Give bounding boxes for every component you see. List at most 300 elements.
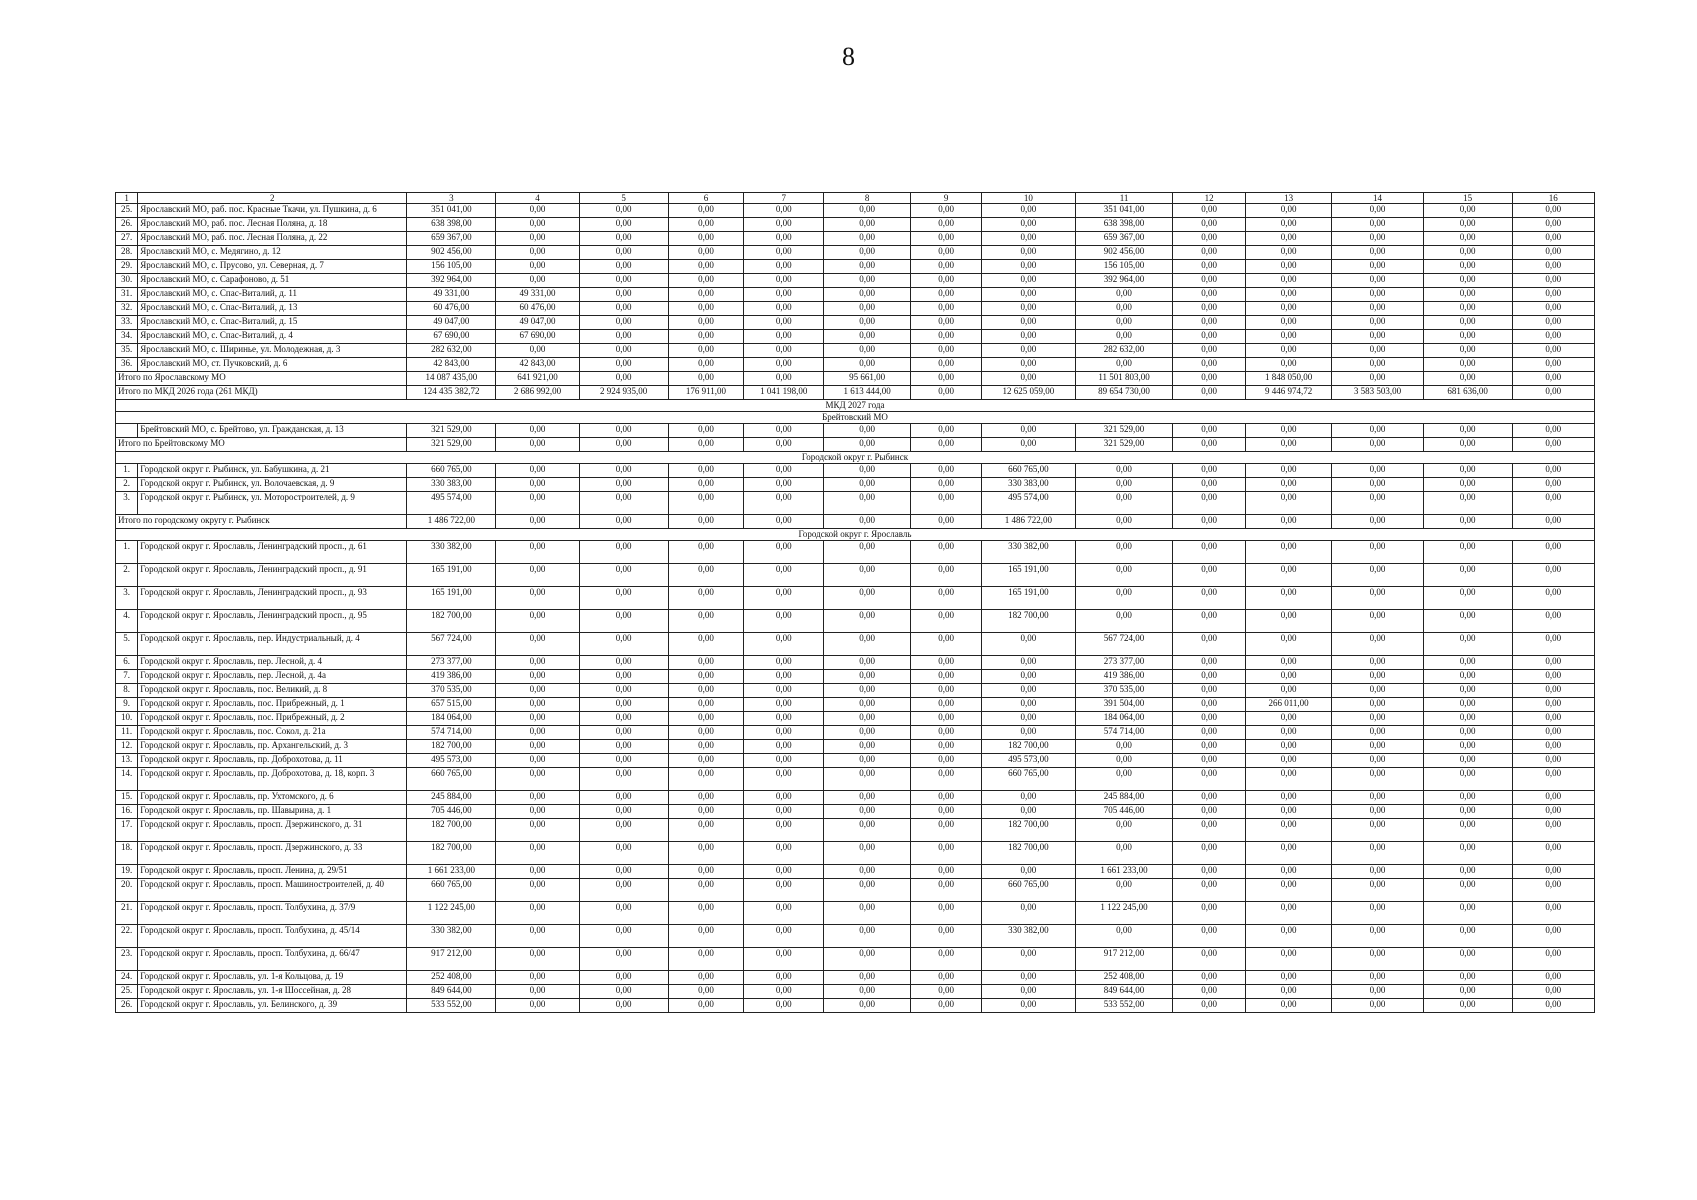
table-row (116, 274, 1595, 288)
value-cell: 0,00 (982, 424, 1075, 438)
value-cell: 0,00 (668, 842, 744, 865)
value-cell: 0,00 (668, 464, 744, 478)
value-cell: 0,00 (1423, 768, 1512, 791)
value-cell: 0,00 (982, 948, 1075, 971)
value-cell: 0,00 (1173, 791, 1245, 805)
value-cell: 0,00 (1332, 232, 1423, 246)
value-cell: 0,00 (579, 316, 668, 330)
value-cell: 0,00 (1512, 386, 1594, 400)
table-row (116, 246, 1595, 260)
table-row (116, 791, 1595, 805)
table-row (116, 842, 1595, 865)
value-cell: 0,00 (579, 656, 668, 670)
address-cell: Ярославский МО, с. Ширинье, ул. Молодежная, д. 3 (138, 344, 407, 358)
value-cell: 0,00 (824, 302, 911, 316)
value-cell: 0,00 (744, 740, 824, 754)
value-cell: 370 535,00 (407, 684, 496, 698)
value-cell: 0,00 (824, 438, 911, 452)
value-cell: 391 504,00 (1075, 698, 1173, 712)
value-cell: 0,00 (496, 424, 579, 438)
total-row (116, 438, 1595, 452)
value-cell: 660 765,00 (982, 768, 1075, 791)
value-cell: 0,00 (1423, 492, 1512, 515)
value-cell: 0,00 (1332, 438, 1423, 452)
table-row (116, 754, 1595, 768)
value-cell: 0,00 (1332, 712, 1423, 726)
value-cell: 0,00 (668, 948, 744, 971)
value-cell: 0,00 (911, 791, 982, 805)
value-cell: 0,00 (1423, 656, 1512, 670)
value-cell: 0,00 (824, 478, 911, 492)
value-cell: 0,00 (982, 684, 1075, 698)
value-cell: 0,00 (1245, 726, 1332, 740)
value-cell: 0,00 (1332, 464, 1423, 478)
value-cell: 0,00 (668, 478, 744, 492)
value-cell: 0,00 (1423, 925, 1512, 948)
value-cell: 0,00 (982, 330, 1075, 344)
value-cell: 0,00 (1075, 564, 1173, 587)
value-cell: 0,00 (668, 712, 744, 726)
value-cell: 0,00 (668, 768, 744, 791)
value-cell: 0,00 (744, 805, 824, 819)
value-cell: 0,00 (1245, 670, 1332, 684)
value-cell: 638 398,00 (407, 218, 496, 232)
value-cell: 0,00 (1512, 948, 1594, 971)
row-number: 18. (116, 842, 138, 865)
value-cell: 0,00 (668, 879, 744, 902)
value-cell: 0,00 (744, 633, 824, 656)
value-cell: 0,00 (1245, 656, 1332, 670)
value-cell: 0,00 (496, 656, 579, 670)
row-number: 9. (116, 698, 138, 712)
value-cell: 60 476,00 (407, 302, 496, 316)
value-cell: 0,00 (496, 515, 579, 529)
value-cell: 165 191,00 (407, 564, 496, 587)
value-cell: 0,00 (1245, 246, 1332, 260)
table-row (116, 478, 1595, 492)
column-number-header: 7 (744, 193, 824, 204)
value-cell: 245 884,00 (1075, 791, 1173, 805)
value-cell: 12 625 059,00 (982, 386, 1075, 400)
value-cell: 273 377,00 (1075, 656, 1173, 670)
table-row (116, 698, 1595, 712)
value-cell: 182 700,00 (982, 610, 1075, 633)
value-cell: 0,00 (1075, 768, 1173, 791)
value-cell: 0,00 (1332, 424, 1423, 438)
address-cell: Брейтовский МО, с. Брейтово, ул. Гражданская, д. 13 (138, 424, 407, 438)
value-cell: 0,00 (982, 316, 1075, 330)
value-cell: 0,00 (982, 288, 1075, 302)
value-cell: 0,00 (982, 218, 1075, 232)
table-row (116, 204, 1595, 218)
row-number: 7. (116, 670, 138, 684)
value-cell: 0,00 (824, 726, 911, 740)
value-cell: 330 382,00 (982, 925, 1075, 948)
value-cell: 0,00 (1512, 260, 1594, 274)
value-cell: 0,00 (1173, 656, 1245, 670)
value-cell: 182 700,00 (982, 819, 1075, 842)
row-number: 8. (116, 684, 138, 698)
row-number: 3. (116, 587, 138, 610)
column-number-header: 12 (1173, 193, 1245, 204)
row-number: 26. (116, 999, 138, 1013)
value-cell: 0,00 (1245, 819, 1332, 842)
value-cell: 2 686 992,00 (496, 386, 579, 400)
value-cell: 0,00 (1512, 274, 1594, 288)
value-cell: 0,00 (579, 791, 668, 805)
value-cell: 0,00 (982, 633, 1075, 656)
value-cell: 0,00 (579, 999, 668, 1013)
value-cell: 0,00 (911, 358, 982, 372)
value-cell: 0,00 (1075, 842, 1173, 865)
value-cell: 0,00 (911, 684, 982, 698)
value-cell: 176 911,00 (668, 386, 744, 400)
address-cell: Городской округ г. Ярославль, просп. Толбухина, д. 37/9 (138, 902, 407, 925)
value-cell: 0,00 (668, 541, 744, 564)
value-cell: 0,00 (824, 633, 911, 656)
value-cell: 902 456,00 (1075, 246, 1173, 260)
value-cell: 0,00 (1245, 999, 1332, 1013)
value-cell: 0,00 (982, 902, 1075, 925)
value-cell: 0,00 (1423, 805, 1512, 819)
address-cell: Городской округ г. Ярославль, Ленинградский просп., д. 61 (138, 541, 407, 564)
value-cell: 0,00 (496, 260, 579, 274)
value-cell: 0,00 (911, 948, 982, 971)
row-number: 2. (116, 478, 138, 492)
column-number-header: 2 (138, 193, 407, 204)
row-number: 3. (116, 492, 138, 515)
value-cell: 0,00 (668, 791, 744, 805)
value-cell: 89 654 730,00 (1075, 386, 1173, 400)
row-number: 15. (116, 791, 138, 805)
value-cell: 0,00 (579, 218, 668, 232)
value-cell: 0,00 (1075, 587, 1173, 610)
value-cell: 0,00 (982, 726, 1075, 740)
value-cell: 0,00 (824, 879, 911, 902)
value-cell: 495 573,00 (407, 754, 496, 768)
value-cell: 0,00 (668, 302, 744, 316)
value-cell: 0,00 (1245, 754, 1332, 768)
value-cell: 0,00 (1075, 610, 1173, 633)
value-cell: 0,00 (911, 218, 982, 232)
value-cell: 0,00 (744, 985, 824, 999)
value-cell: 0,00 (1423, 358, 1512, 372)
value-cell: 0,00 (1245, 740, 1332, 754)
row-number: 28. (116, 246, 138, 260)
value-cell: 0,00 (1075, 819, 1173, 842)
row-number: 24. (116, 971, 138, 985)
value-cell: 0,00 (1332, 246, 1423, 260)
value-cell: 67 690,00 (407, 330, 496, 344)
row-number: 29. (116, 260, 138, 274)
table-row (116, 218, 1595, 232)
value-cell: 0,00 (579, 246, 668, 260)
value-cell: 0,00 (1245, 768, 1332, 791)
value-cell: 0,00 (1075, 478, 1173, 492)
value-cell: 0,00 (1245, 879, 1332, 902)
value-cell: 0,00 (744, 925, 824, 948)
value-cell: 0,00 (1512, 805, 1594, 819)
table-row (116, 948, 1595, 971)
value-cell: 0,00 (1423, 842, 1512, 865)
value-cell: 0,00 (579, 372, 668, 386)
address-cell: Городской округ г. Ярославль, просп. Толбухина, д. 66/47 (138, 948, 407, 971)
address-cell: Ярославский МО, с. Прусово, ул. Северная, д. 7 (138, 260, 407, 274)
value-cell: 0,00 (1512, 754, 1594, 768)
value-cell: 321 529,00 (407, 424, 496, 438)
table-body (116, 193, 1595, 1013)
row-number: 36. (116, 358, 138, 372)
value-cell: 0,00 (579, 925, 668, 948)
value-cell: 165 191,00 (982, 587, 1075, 610)
value-cell: 0,00 (824, 424, 911, 438)
value-cell: 252 408,00 (407, 971, 496, 985)
value-cell: 0,00 (1512, 740, 1594, 754)
value-cell: 0,00 (1173, 218, 1245, 232)
value-cell: 0,00 (1423, 424, 1512, 438)
value-cell: 0,00 (579, 879, 668, 902)
value-cell: 0,00 (1332, 999, 1423, 1013)
value-cell: 660 765,00 (982, 879, 1075, 902)
value-cell: 0,00 (824, 768, 911, 791)
value-cell: 0,00 (1423, 564, 1512, 587)
value-cell: 0,00 (1512, 358, 1594, 372)
value-cell: 0,00 (1332, 971, 1423, 985)
value-cell: 0,00 (824, 260, 911, 274)
row-number: 13. (116, 754, 138, 768)
address-cell: Городской округ г. Ярославль, просп. Дзержинского, д. 31 (138, 819, 407, 842)
value-cell: 0,00 (1423, 288, 1512, 302)
value-cell: 0,00 (1512, 902, 1594, 925)
value-cell: 0,00 (1245, 464, 1332, 478)
value-cell: 184 064,00 (1075, 712, 1173, 726)
column-number-header: 8 (824, 193, 911, 204)
table-row (116, 587, 1595, 610)
value-cell: 0,00 (1173, 610, 1245, 633)
address-cell: Ярославский МО, раб. пос. Лесная Поляна, д. 22 (138, 232, 407, 246)
value-cell: 0,00 (744, 726, 824, 740)
value-cell: 156 105,00 (1075, 260, 1173, 274)
value-cell: 0,00 (911, 999, 982, 1013)
value-cell: 0,00 (1512, 492, 1594, 515)
value-cell: 0,00 (1245, 515, 1332, 529)
value-cell: 0,00 (1173, 344, 1245, 358)
value-cell: 0,00 (1173, 999, 1245, 1013)
value-cell: 0,00 (1512, 330, 1594, 344)
table-row (116, 768, 1595, 791)
value-cell: 0,00 (1075, 316, 1173, 330)
table-row (116, 541, 1595, 564)
table-row (116, 999, 1595, 1013)
value-cell: 0,00 (496, 740, 579, 754)
address-cell: Городской округ г. Ярославль, просп. Толбухина, д. 45/14 (138, 925, 407, 948)
value-cell: 0,00 (1245, 288, 1332, 302)
section-title: Городской округ г. Рыбинск (116, 452, 1595, 464)
value-cell: 0,00 (1173, 232, 1245, 246)
value-cell: 0,00 (982, 865, 1075, 879)
value-cell: 0,00 (911, 438, 982, 452)
value-cell: 0,00 (668, 670, 744, 684)
value-cell: 0,00 (1332, 865, 1423, 879)
value-cell: 0,00 (1512, 464, 1594, 478)
value-cell: 0,00 (824, 684, 911, 698)
address-cell: Городской округ г. Ярославль, Ленинградский просп., д. 95 (138, 610, 407, 633)
value-cell: 0,00 (1173, 541, 1245, 564)
value-cell: 0,00 (1423, 372, 1512, 386)
row-number (116, 424, 138, 438)
value-cell: 0,00 (496, 948, 579, 971)
value-cell: 849 644,00 (1075, 985, 1173, 999)
value-cell: 0,00 (1423, 218, 1512, 232)
value-cell: 0,00 (1245, 330, 1332, 344)
value-cell: 0,00 (824, 971, 911, 985)
value-cell: 0,00 (496, 587, 579, 610)
value-cell: 0,00 (1512, 971, 1594, 985)
table-row (116, 358, 1595, 372)
value-cell: 0,00 (668, 316, 744, 330)
value-cell: 49 331,00 (496, 288, 579, 302)
value-cell: 0,00 (668, 232, 744, 246)
section-header-row (116, 529, 1595, 541)
value-cell: 0,00 (579, 985, 668, 999)
total-row (116, 386, 1595, 400)
value-cell: 0,00 (1512, 879, 1594, 902)
value-cell: 0,00 (824, 740, 911, 754)
value-cell: 0,00 (1512, 726, 1594, 740)
table-row (116, 464, 1595, 478)
value-cell: 0,00 (1512, 698, 1594, 712)
value-cell: 0,00 (1512, 925, 1594, 948)
value-cell: 0,00 (1075, 358, 1173, 372)
value-cell: 0,00 (824, 842, 911, 865)
value-cell: 0,00 (1173, 330, 1245, 344)
value-cell: 0,00 (1423, 879, 1512, 902)
value-cell: 0,00 (1423, 274, 1512, 288)
value-cell: 0,00 (1245, 587, 1332, 610)
value-cell: 0,00 (744, 515, 824, 529)
value-cell: 0,00 (1332, 740, 1423, 754)
value-cell: 0,00 (668, 587, 744, 610)
value-cell: 0,00 (1423, 999, 1512, 1013)
value-cell: 0,00 (668, 925, 744, 948)
value-cell: 0,00 (824, 232, 911, 246)
value-cell: 495 574,00 (407, 492, 496, 515)
value-cell: 641 921,00 (496, 372, 579, 386)
address-cell: Городской округ г. Ярославль, пр. Доброхотова, д. 11 (138, 754, 407, 768)
value-cell: 0,00 (496, 768, 579, 791)
value-cell: 0,00 (824, 712, 911, 726)
value-cell: 0,00 (668, 684, 744, 698)
value-cell: 0,00 (982, 372, 1075, 386)
row-number: 1. (116, 464, 138, 478)
value-cell: 681 636,00 (1423, 386, 1512, 400)
address-cell: Городской округ г. Ярославль, пр. Шавырина, д. 1 (138, 805, 407, 819)
value-cell: 0,00 (579, 698, 668, 712)
value-cell: 917 212,00 (1075, 948, 1173, 971)
value-cell: 282 632,00 (407, 344, 496, 358)
value-cell: 0,00 (1245, 985, 1332, 999)
value-cell: 0,00 (1075, 330, 1173, 344)
value-cell: 0,00 (982, 344, 1075, 358)
value-cell: 0,00 (1512, 684, 1594, 698)
column-number-header: 4 (496, 193, 579, 204)
table-row (116, 925, 1595, 948)
value-cell: 0,00 (824, 344, 911, 358)
value-cell: 165 191,00 (982, 564, 1075, 587)
value-cell: 0,00 (668, 424, 744, 438)
value-cell: 0,00 (1173, 515, 1245, 529)
value-cell: 0,00 (1245, 610, 1332, 633)
address-cell: Городской округ г. Ярославль, пос. Прибрежный, д. 1 (138, 698, 407, 712)
value-cell: 0,00 (744, 656, 824, 670)
address-cell: Ярославский МО, раб. пос. Лесная Поляна, д. 18 (138, 218, 407, 232)
value-cell: 0,00 (1332, 302, 1423, 316)
value-cell: 0,00 (668, 999, 744, 1013)
value-cell: 0,00 (668, 358, 744, 372)
value-cell: 0,00 (1173, 424, 1245, 438)
value-cell: 705 446,00 (407, 805, 496, 819)
row-number: 16. (116, 805, 138, 819)
value-cell: 0,00 (1173, 865, 1245, 879)
value-cell: 0,00 (1332, 805, 1423, 819)
value-cell: 0,00 (496, 438, 579, 452)
value-cell: 182 700,00 (407, 819, 496, 842)
row-number: 32. (116, 302, 138, 316)
table-row (116, 879, 1595, 902)
value-cell: 0,00 (911, 478, 982, 492)
value-cell: 0,00 (824, 464, 911, 478)
value-cell: 0,00 (1173, 948, 1245, 971)
row-number: 11. (116, 726, 138, 740)
value-cell: 0,00 (579, 260, 668, 274)
value-cell: 0,00 (579, 610, 668, 633)
value-cell: 0,00 (1512, 478, 1594, 492)
value-cell: 0,00 (1245, 791, 1332, 805)
value-cell: 0,00 (1423, 246, 1512, 260)
value-cell: 0,00 (1173, 740, 1245, 754)
row-number: 4. (116, 610, 138, 633)
value-cell: 0,00 (1423, 633, 1512, 656)
value-cell: 0,00 (496, 633, 579, 656)
value-cell: 0,00 (579, 204, 668, 218)
column-number-header: 1 (116, 193, 138, 204)
row-number: 35. (116, 344, 138, 358)
value-cell: 0,00 (1423, 712, 1512, 726)
value-cell: 0,00 (911, 344, 982, 358)
address-cell: Городской округ г. Ярославль, пер. Лесной, д. 4а (138, 670, 407, 684)
column-number-header: 11 (1075, 193, 1173, 204)
value-cell: 0,00 (1173, 726, 1245, 740)
value-cell: 659 367,00 (407, 232, 496, 246)
section-title: Брейтовский МО (116, 412, 1595, 424)
value-cell: 0,00 (1512, 288, 1594, 302)
value-cell: 0,00 (1075, 302, 1173, 316)
value-cell: 0,00 (1423, 478, 1512, 492)
value-cell: 0,00 (824, 865, 911, 879)
value-cell: 0,00 (1332, 698, 1423, 712)
value-cell: 0,00 (1245, 218, 1332, 232)
value-cell: 1 613 444,00 (824, 386, 911, 400)
value-cell: 0,00 (668, 726, 744, 740)
value-cell: 0,00 (744, 492, 824, 515)
address-cell: Городской округ г. Ярославль, Ленинградский просп., д. 91 (138, 564, 407, 587)
address-cell: Городской округ г. Ярославль, просп. Дзержинского, д. 33 (138, 842, 407, 865)
row-number: 10. (116, 712, 138, 726)
value-cell: 0,00 (744, 204, 824, 218)
value-cell: 0,00 (1245, 865, 1332, 879)
value-cell: 0,00 (668, 204, 744, 218)
address-cell: Городской округ г. Ярославль, пр. Доброхотова, д. 18, корп. 3 (138, 768, 407, 791)
